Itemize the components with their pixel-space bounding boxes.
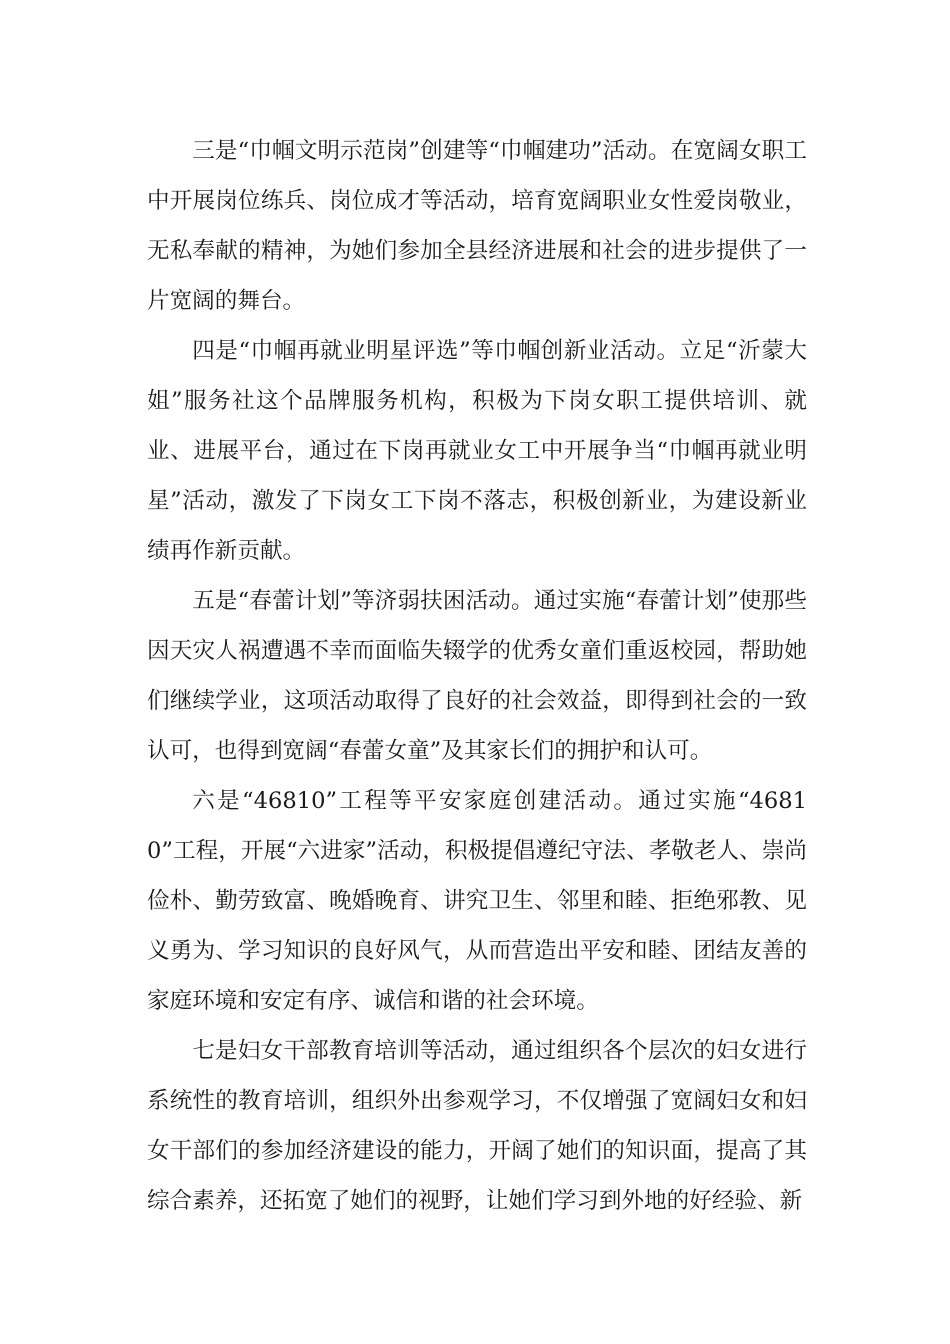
paragraph-4: 四是“巾帼再就业明星评选”等巾帼创新业活动。立足“沂蒙大姐”服务社这个品牌服务机构，积极为下岗女职工提供培训、就业、进展平台，通过在下岗再就业女工中开展争当“巾帼再就业明星”活动，激发了下岗女工下岗不落志，积极创新业，为建设新业绩再作新贡献。: [147, 338, 807, 564]
paragraph-5: 五是“春蕾计划”等济弱扶困活动。通过实施“春蕾计划”使那些因天灾人祸遭遇不幸而面临失辍学的优秀女童们重返校园，帮助她们继续学业，这项活动取得了良好的社会效益，即得到社会的一致认可，也得到宽阔“春蕾女童”及其家长们的拥护和认可。: [147, 588, 807, 764]
paragraph-6: 六是“46810”工程等平安家庭创建活动。通过实施“46810”工程，开展“六进家”活动，积极提倡遵纪守法、孝敬老人、崇尚俭朴、勤劳致富、晚婚晚育、讲究卫生、邻里和睦、拒绝邪教、见义勇为、学习知识的良好风气，从而营造出平安和睦、团结友善的家庭环境和安定有序、诚信和谐的社会环境。: [147, 788, 807, 1014]
paragraph-7: 七是妇女干部教育培训等活动，通过组织各个层次的妇女进行系统性的教育培训，组织外出参观学习，不仅增强了宽阔妇女和妇女干部们的参加经济建设的能力，开阔了她们的知识面，提高了其综合素养，还拓宽了她们的视野，让她们学习到外地的好经验、新: [147, 1038, 807, 1214]
document-body: [147, 126, 807, 1226]
paragraph-3: 三是“巾帼文明示范岗”创建等“巾帼建功”活动。在宽阔女职工中开展岗位练兵、岗位成才等活动，培育宽阔职业女性爱岗敬业，无私奉献的精神，为她们参加全县经济进展和社会的进步提供了一片宽阔的舞台。: [147, 138, 807, 314]
